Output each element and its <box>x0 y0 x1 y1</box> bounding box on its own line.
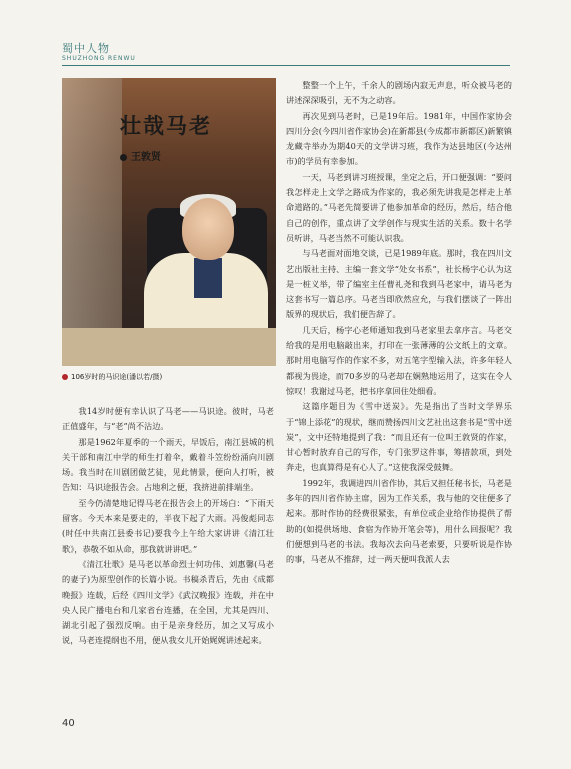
article-author <box>120 148 161 163</box>
caption-text: 106岁时的马识途(潘以若/摄) <box>71 373 163 381</box>
paragraph: 这篇序题目为《雪中送炭》。先是指出了当时文学界乐于“锦上添花”的现状，继而赞扬四川文艺社出这套书是“雪中送炭”，文中还特地提到了我：“而且还有一位叫王敦贤的作家，甘心暂时放弃自己的写作，专门张罗这件事，筹措款项，到处奔走，也真算得是有心人了。”这使我深受鼓舞。 <box>286 401 512 473</box>
paragraph: 与马老面对面地交谈，已是1989年底。那时，我在四川文艺出版社主持、主编一套文学“处女书系”，社长杨字心认为这是一桩义举，带了编室主任曹礼尧和我到马老家中，请马老为这套书写一篇总序。马老当即欣然应允，与我们摆谈了一阵出版界的现状后，我们便告辞了。 <box>286 248 512 320</box>
paragraph: 我14岁时便有幸认识了马老——马识途。彼时，马老正值盛年，与“老”尚不沾边。 <box>62 406 274 432</box>
author-name: 王敦贤 <box>131 152 161 163</box>
article-title: 壮哉马老 <box>120 114 212 138</box>
paragraph: 至今仍清楚地记得马老在报告会上的开场白：“下雨天留客。今天本来是要走的，半夜下起了大雨。冯俊彪同志(时任中共南江县委书记)要我今上午给大家讲讲《清江壮歌》，恭敬不如从命，那我就讲讲吧。” <box>62 497 274 554</box>
paragraph: 《清江壮歌》是马老以革命烈士何功伟、刘惠馨(马老的妻子)为原型创作的长篇小说。书稿杀青后，先由《成都晚报》连载，后经《四川文学》《武汉晚报》连载，并在中央人民广播电台和几家省台连播，在全国，尤其是四川、湖北引起了强烈反响。由于是亲身经历，加之又写成小说，马老连提纲也不用，便从我女儿开始娓娓讲述起来。 <box>62 558 274 646</box>
paragraph: 一天，马老到讲习班授课，坐定之后，开口便强调：“要问我怎样走上文学之路成为作家的，我必须先讲我是怎样走上革命道路的。”马老先简要讲了他参加革命的经历，然后，结合他自己的创作，重点讲了文学创作与现实生活的关系。数十名学员听讲，马老当然不可能认识我。 <box>286 171 512 243</box>
photo-bookshelf <box>62 78 122 366</box>
photo-shirt <box>194 258 222 298</box>
section-subtitle: SHUZHONG RENWU <box>62 55 136 62</box>
paragraph: 1992年，我调进四川省作协，其后又担任秘书长，马老是多年的四川省作协主席，因为工作关系，我与他的交往便多了起来。那时作协的经费很紧张，有单位或企业给作协提供了帮助的(如提供场地、食宿为作协开笔会等)，用什么回报呢？我们便想到马老的书法。我每次去向马老索要，只要听说是作协的事，马老从不推辞，过一两天便叫我派人去 <box>286 477 512 565</box>
paragraph: 再次见到马老时，已是19年后。1981年，中国作家协会四川分会(今四川省作家协会)在新都县(今成都市新都区)新繁镇龙藏寺举办为期40天的文学讲习班，我作为达县地区(今达州市)的学员有幸参加。 <box>286 110 512 167</box>
photo-desk <box>62 328 276 366</box>
caption-bullet-icon <box>62 374 68 380</box>
paragraph: 那是1962年夏季的一个雨天，早饭后，南江县城的机关干部和南江中学的师生打着伞，戴着斗笠纷纷涌向川剧场。我当时在川剧团做艺徒，见此情景，便向人打听，被告知：马识途报告会。占地利之便，我挤进前排端坐。 <box>62 436 274 493</box>
author-bullet-icon <box>120 154 127 161</box>
section-title: 蜀中人物 <box>62 42 110 55</box>
paragraph: 整整一个上午，千余人的剧场内寂无声息，听众被马老的讲述深深吸引，无不为之动容。 <box>286 80 512 106</box>
paragraph: 几天后，杨字心老师通知我到马老家里去拿序言。马老交给我的是用电脑敲出来，打印在一张薄薄的公文纸上的文章。那时用电脑写作的作家不多，对五笔字型输入法，许多年轻人都视为畏途，而70多岁的马老却在娴熟地运用了，这实在令人惊叹！我谢过马老，把书序拿回住处细看。 <box>286 324 512 396</box>
left-column <box>62 404 274 649</box>
photo-caption <box>62 372 162 382</box>
photo-head <box>182 198 234 260</box>
header-divider <box>62 65 510 66</box>
right-column <box>286 78 512 568</box>
page-number: 40 <box>62 718 75 729</box>
